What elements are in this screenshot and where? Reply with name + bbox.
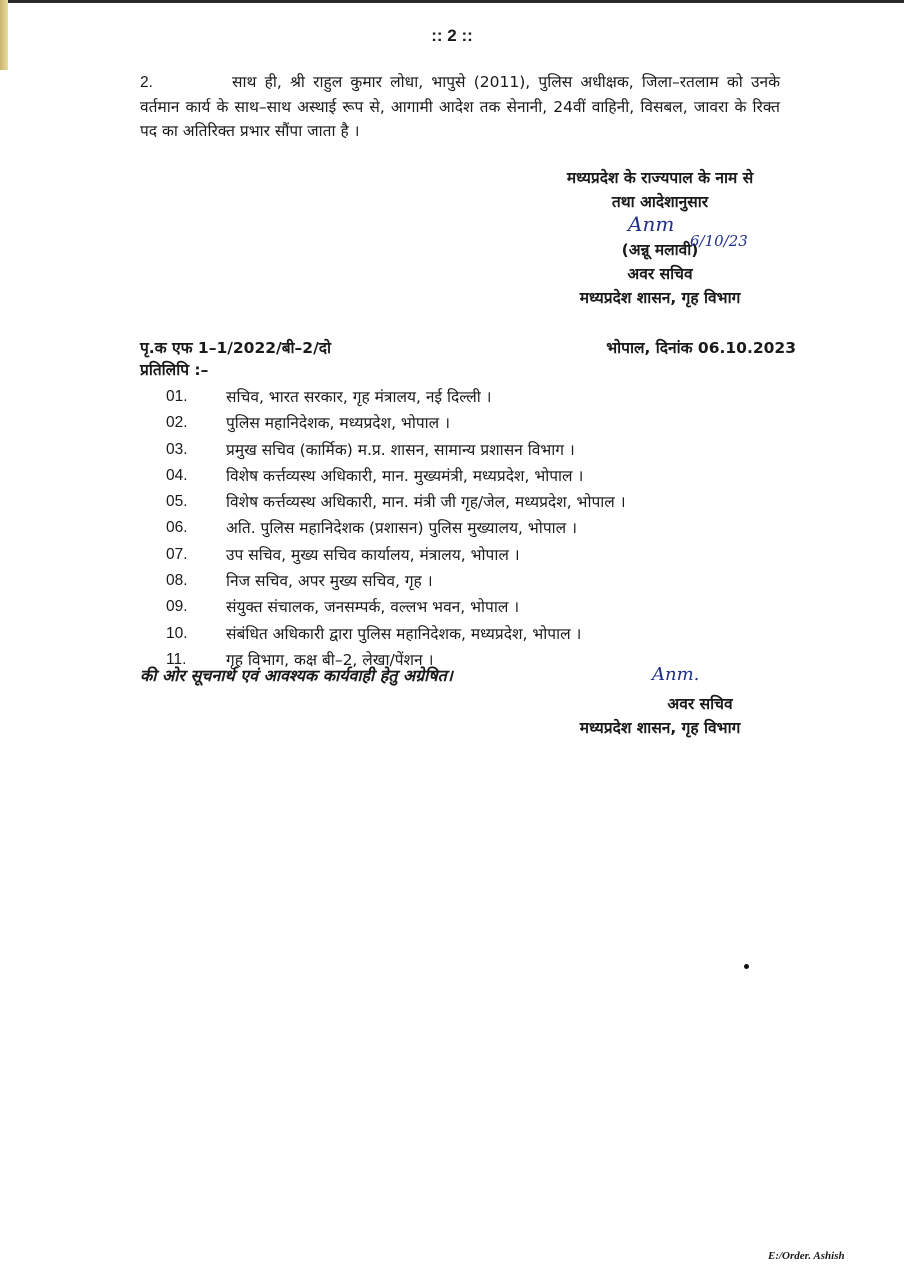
handwritten-signature-1: Anm (628, 212, 675, 236)
handwritten-signature-2: Anm. (652, 664, 700, 685)
item-number: 07. (166, 545, 188, 563)
scan-edge-top (0, 0, 904, 3)
list-item (166, 542, 806, 568)
order-paragraph (140, 70, 780, 143)
list-item (166, 384, 806, 410)
place-date: भोपाल, दिनांक 06.10.2023 (606, 339, 796, 357)
item-text: संबंधित अधिकारी द्वारा पुलिस महानिदेशक, मध्यप्रदेश, भोपाल । (226, 624, 582, 643)
by-order-line: तथा आदेशानुसार (611, 193, 709, 211)
copy-recipient-list (166, 384, 806, 673)
list-item (166, 410, 806, 436)
reference-row (140, 336, 796, 358)
item-number: 05. (166, 493, 188, 511)
item-text: प्रमुख सचिव (कार्मिक) म.प्र. शासन, सामान्य प्रशासन विभाग । (226, 440, 575, 459)
page-number: :: 2 :: (431, 26, 473, 45)
item-number: 11. (166, 650, 187, 668)
copy-label: प्रतिलिपि :– (140, 361, 209, 379)
reference-number: पृ.क एफ 1–1/2022/बी–2/दो (140, 339, 331, 357)
paragraph-number: 2. (140, 74, 153, 91)
item-text: विशेष कर्त्तव्यस्थ अधिकारी, मान. मुख्यमंत्री, मध्यप्रदेश, भोपाल । (226, 466, 584, 485)
list-item (166, 489, 806, 515)
handwritten-date: 6/10/23 (690, 232, 748, 250)
list-item (166, 594, 806, 620)
item-number: 03. (166, 440, 188, 458)
item-text: अति. पुलिस महानिदेशक (प्रशासन) पुलिस मुख्यालय, भोपाल । (226, 519, 577, 538)
item-number: 06. (166, 519, 188, 537)
signature-block-1 (520, 166, 800, 310)
item-text: निज सचिव, अपर मुख्य सचिव, गृह । (226, 572, 433, 591)
list-item (166, 463, 806, 489)
list-item (166, 437, 806, 463)
item-number: 02. (166, 414, 188, 432)
paragraph-text: साथ ही, श्री राहुल कुमार लोधा, भापुसे (2011), पुलिस अधीक्षक, जिला–रतलाम को उनके वर्तमान कार्य के साथ–साथ अस्थाई रूप से, आगामी आदेश तक सेनानी, 24वीं वाहिनी, विसबल, जावरा के रिक्त पद का अतिरिक्त प्रभार सौंपा जाता है । (140, 73, 780, 140)
item-text: उप सचिव, मुख्य सचिव कार्यालय, मंत्रालय, भोपाल । (226, 545, 520, 564)
item-text: सचिव, भारत सरकार, गृह मंत्रालय, नई दिल्ली । (226, 388, 492, 406)
item-number: 08. (166, 572, 188, 590)
signatory-department-2: मध्यप्रदेश शासन, गृह विभाग (579, 719, 741, 737)
item-number: 04. (166, 466, 188, 484)
signatory-designation: अवर सचिव (627, 265, 693, 283)
item-number: 01. (166, 388, 188, 405)
signatory-name: (अन्नू मलावी) (621, 241, 699, 259)
forwarding-note: की ओर सूचनार्थ एवं आवश्यक कार्यवाही हेतु अग्रेषित। (140, 666, 453, 685)
item-text: विशेष कर्त्तव्यस्थ अधिकारी, मान. मंत्री जी गृह/जेल, मध्यप्रदेश, भोपाल । (226, 493, 626, 512)
governor-order-line: मध्यप्रदेश के राज्यपाल के नाम से (566, 169, 754, 187)
item-number: 10. (166, 624, 188, 642)
item-text: गृह विभाग, कक्ष बी–2, लेखा/पेंशन । (226, 650, 434, 669)
item-text: संयुक्त संचालक, जनसम्पर्क, वल्लभ भवन, भोपाल । (226, 598, 520, 617)
ink-dot (744, 964, 749, 969)
signature-block-2 (520, 692, 800, 740)
signatory-department: मध्यप्रदेश शासन, गृह विभाग (579, 289, 741, 307)
list-item (166, 568, 806, 594)
list-item (166, 515, 806, 541)
item-number: 09. (166, 598, 188, 616)
list-item (166, 621, 806, 647)
file-path-footer: E:/Order. Ashish (768, 1250, 845, 1262)
item-text: पुलिस महानिदेशक, मध्यप्रदेश, भोपाल । (226, 414, 450, 433)
signatory-designation-2: अवर सचिव (667, 695, 733, 713)
